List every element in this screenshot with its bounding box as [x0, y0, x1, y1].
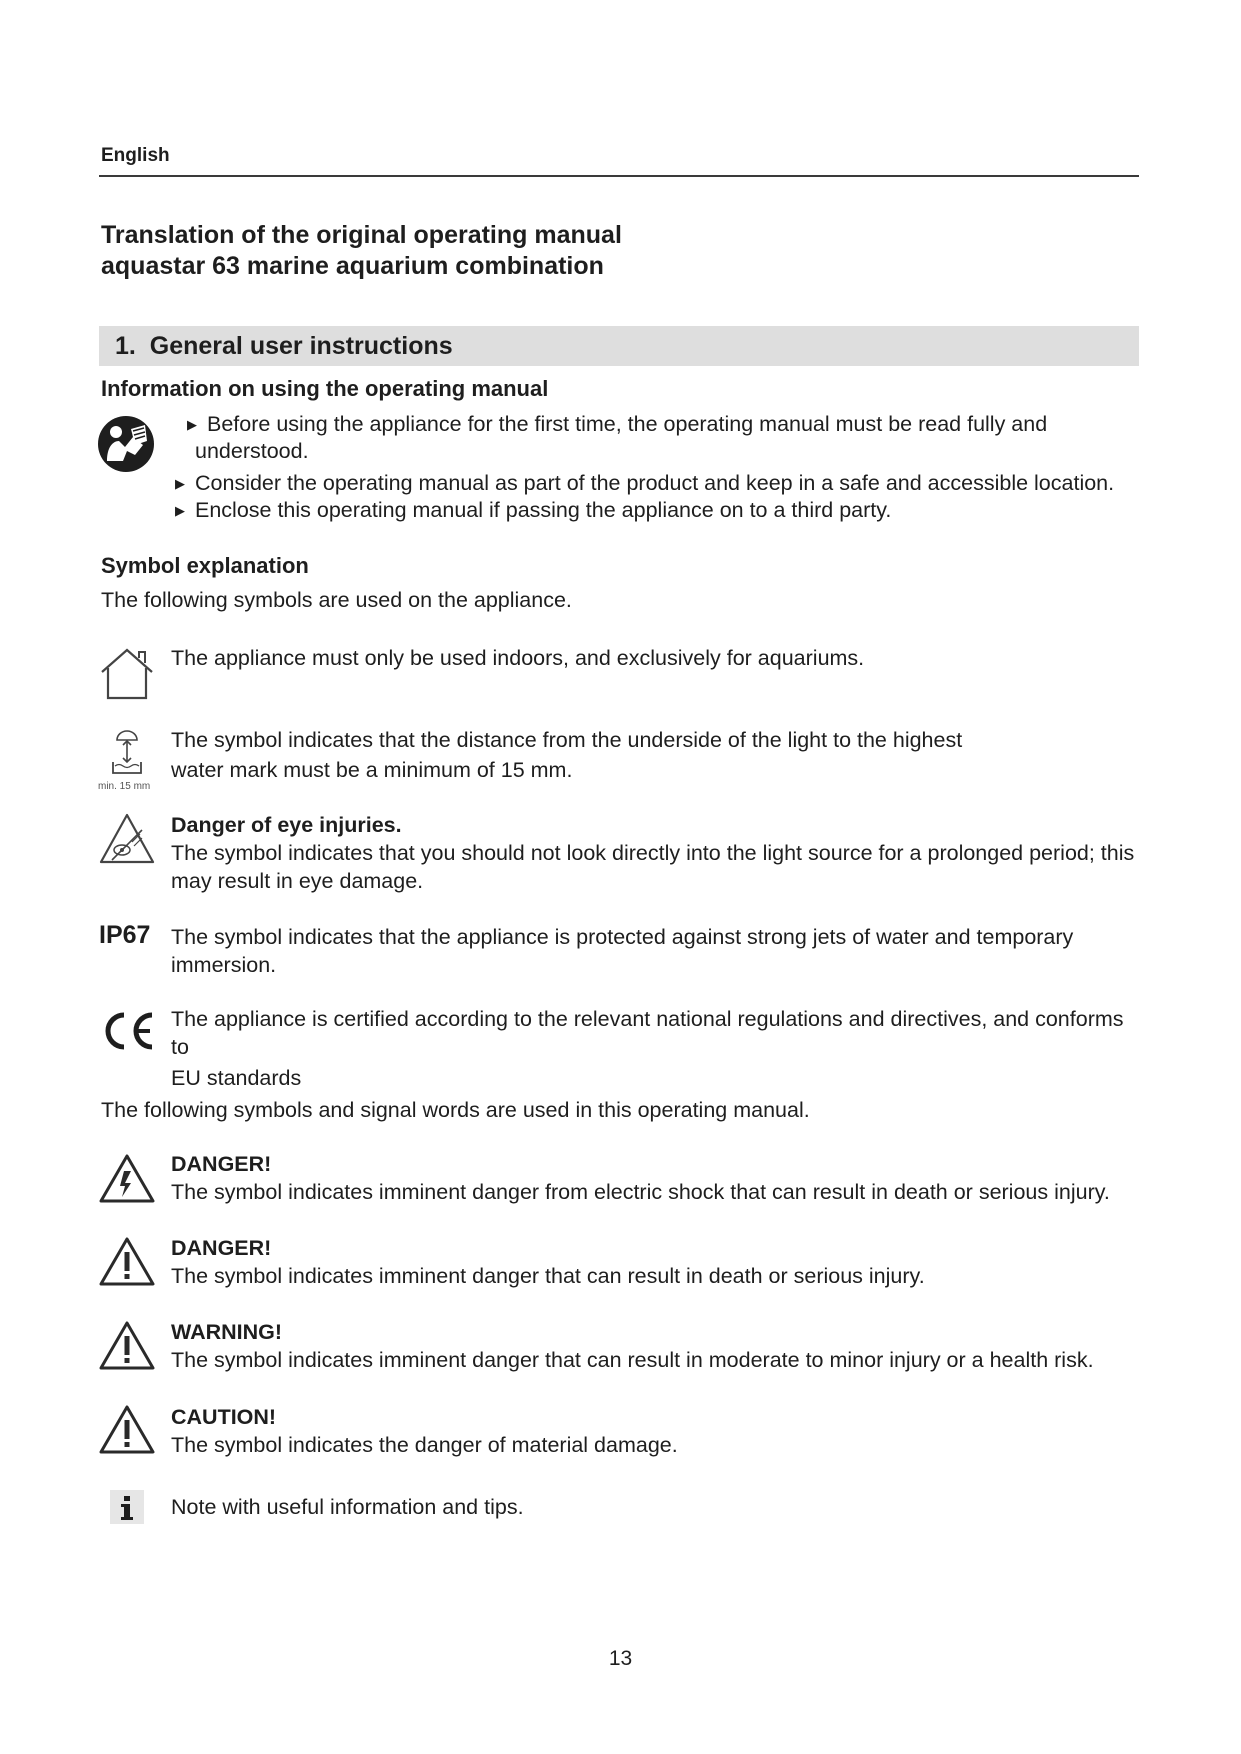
read-manual-icon [97, 415, 155, 473]
header-divider [99, 175, 1139, 177]
min-distance-icon-label: min. 15 mm [98, 781, 151, 792]
eye-danger-icon [98, 812, 156, 866]
section-number: 1. [115, 332, 136, 360]
symbol-intro: The following symbols are used on the appliance. [101, 588, 572, 612]
document-title-line2: aquastar 63 marine aquarium combination [101, 252, 604, 280]
page-number: 13 [608, 1647, 633, 1670]
ce-mark-icon [100, 1009, 156, 1053]
ce-text: The appliance is certified according to the relevant national regulations and directives, and conforms to EU standards [171, 1007, 1124, 1090]
danger-heading: DANGER! [171, 1236, 272, 1260]
list-item: ▶ Consider the operating manual as part of the product and keep in a safe and accessible location. [175, 471, 1115, 495]
bullet-arrow-icon: ▶ [175, 476, 185, 491]
language-label: English [101, 145, 170, 166]
list-item: ▶ Before using the appliance for the first time, the operating manual must be read fully and [187, 412, 1048, 436]
section-title: General user instructions [149, 332, 453, 360]
electric-danger-heading: DANGER! [171, 1152, 272, 1176]
info-icon [110, 1490, 144, 1524]
warning-heading: WARNING! [171, 1320, 283, 1344]
danger-icon [98, 1236, 156, 1288]
symbol-explanation-heading: Symbol explanation [101, 553, 309, 578]
bullet-arrow-icon: ▶ [187, 417, 197, 432]
caution-text: CAUTION! The symbol indicates the danger of material damage. [171, 1403, 1141, 1459]
caution-heading: CAUTION! [171, 1405, 277, 1429]
eye-danger-heading: Danger of eye injuries. [171, 813, 402, 837]
list-item: ▶ Enclose this operating manual if passing the appliance on to a third party. [175, 498, 892, 522]
list-item-continuation: understood. [195, 439, 309, 463]
danger-text: DANGER! The symbol indicates imminent danger that can result in death or serious injury. [171, 1234, 1141, 1290]
ip67-label: IP67 [99, 921, 151, 949]
min-distance-icon [98, 728, 156, 788]
manual-info-heading: Information on using the operating manual [101, 376, 549, 401]
distance-text: The symbol indicates that the distance from the underside of the light to the highest water mark must be a minimum of 15 mm. [171, 728, 963, 782]
ip67-text: The symbol indicates that the appliance is protected against strong jets of water and temporary immersion. [171, 925, 1074, 977]
warning-text: WARNING! The symbol indicates imminent danger that can result in moderate to minor injury or a health risk. [171, 1318, 1141, 1374]
caution-icon [98, 1404, 156, 1456]
indoor-house-icon [98, 646, 156, 700]
document-title-line1: Translation of the original operating manual [101, 221, 622, 249]
eye-danger-text: Danger of eye injuries. The symbol indicates that you should not look directly into the light source for a prolonged period; this may result in eye damage. [171, 811, 1141, 895]
electric-danger-text: DANGER! The symbol indicates imminent danger from electric shock that can result in death or serious injury. [171, 1150, 1141, 1206]
document-title [101, 220, 622, 282]
electric-danger-icon [98, 1153, 156, 1205]
note-text: Note with useful information and tips. [171, 1495, 524, 1519]
indoor-text: The appliance must only be used indoors, and exclusively for aquariums. [171, 646, 865, 670]
warning-icon [98, 1320, 156, 1372]
section-heading [115, 332, 453, 361]
signal-words-intro: The following symbols and signal words are used in this operating manual. [101, 1098, 810, 1122]
bullet-arrow-icon: ▶ [175, 503, 185, 518]
